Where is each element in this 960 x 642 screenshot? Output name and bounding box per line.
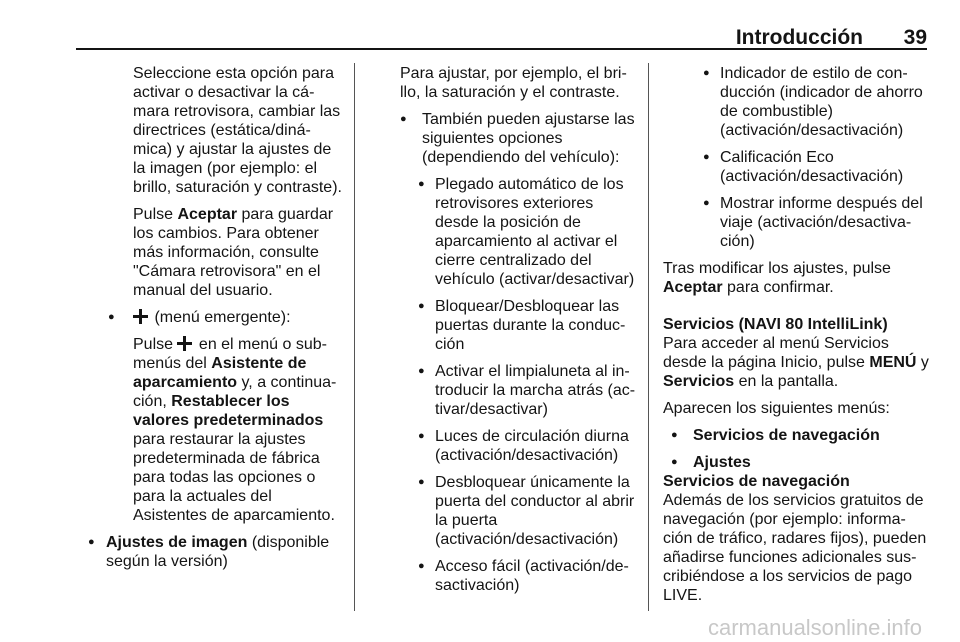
menu-list-item: ● Servicios de navegación [663,426,929,445]
column-left [88,64,344,571]
sub-list-item: ● Mostrar informe después del viaje (activación/desactivación) [663,194,929,251]
section-heading: Servicios de navegación [663,473,850,490]
sub-list-item: ● Indicador de estilo de conducción (indicador de ahorro de combustible) (activación/desactivación) [663,64,929,140]
plus-icon [177,336,192,351]
column-divider-right [648,63,649,611]
paragraph: Para ajustar, por ejemplo, el brillo, la saturación y el contraste. [400,65,627,101]
sub-list-item: ● Acceso fácil (activación/desactivación) [378,557,636,595]
list-item: ● También pueden ajustarse las siguientes opciones (dependiendo del vehículo): [378,110,636,167]
paragraph: Tras modificar los ajustes, pulse Aceptar para confirmar. [663,260,891,296]
bold-term: Ajustes de imagen [106,534,248,551]
page-number: 39 [903,26,927,49]
sub-list-item: ● Calificación Eco (activación/desactivación) [663,148,929,186]
sub-list-item: ● Activar el limpialuneta al introducir la marcha atrás (activar/desactivar) [378,362,636,419]
paragraph: Aparecen los siguientes menús: [663,400,890,417]
paragraph: Para acceder al menú Servicios desde la página Inicio, pulse MENÚ y Servicios en la pantalla. [663,335,929,390]
bold-term: Restablecer los valores predeterminados [133,393,324,429]
plus-icon [133,309,148,324]
bold-term: Asistente de aparcamiento [133,355,307,391]
paragraph: Además de los servicios gratuitos de navegación (por ejemplo: información de tráfico, radares fijos), pueden añadirse funciones adicionales suscribiéndose a los servicios de pago LIVE. [663,492,927,604]
sub-list-item: ● Luces de circulación diurna (activación/desactivación) [378,427,636,465]
column-divider-left [354,63,355,611]
list-item: ● (menú emergente): [88,308,344,327]
sub-list-item: ● Bloquear/Desbloquear las puertas durante la conducción [378,297,636,354]
bold-term: Servicios [663,373,735,390]
column-middle [378,64,636,595]
column-right [663,64,929,605]
paragraph: Pulse en el menú o submenús del Asistente de aparcamiento y, a continuación, Restablecer los valores predeterminados para restaurar la ajustes predeterminada de fábrica para todas las opciones o para la actuales del Asistentes de aparcamiento. [133,336,337,524]
sub-list-item: ● Desbloquear únicamente la puerta del conductor al abrir la puerta (activación/desactivación) [378,473,636,549]
menu-list-item: ● Ajustes [663,453,929,472]
paragraph: Seleccione esta opción para activar o desactivar la cámara retrovisora, cambiar las directrices (estática/dinámica) y ajustar la ajustes de la imagen (por ejemplo: el brillo, saturación y contraste). [133,65,342,196]
bold-term: Aceptar [177,206,238,223]
section-heading: Servicios (NAVI 80 IntelliLink) [663,316,888,333]
paragraph: Pulse Aceptar para guardar los cambios. Para obtener más información, consulte "Cámara retrovisora" en el manual del usuario. [133,206,334,299]
header-divider [76,48,927,50]
bold-term: Aceptar [663,279,723,296]
list-item: ● Ajustes de imagen (disponible según la versión) [88,533,344,571]
sub-list-item: ● Plegado automático de los retrovisores exteriores desde la posición de aparcamiento al activar el cierre centralizado del vehículo (activar/desactivar) [378,175,636,289]
bold-term: MENÚ [869,354,917,371]
section-title: Introducción [735,26,863,49]
watermark-text: carmanualsonline.info [707,615,922,640]
